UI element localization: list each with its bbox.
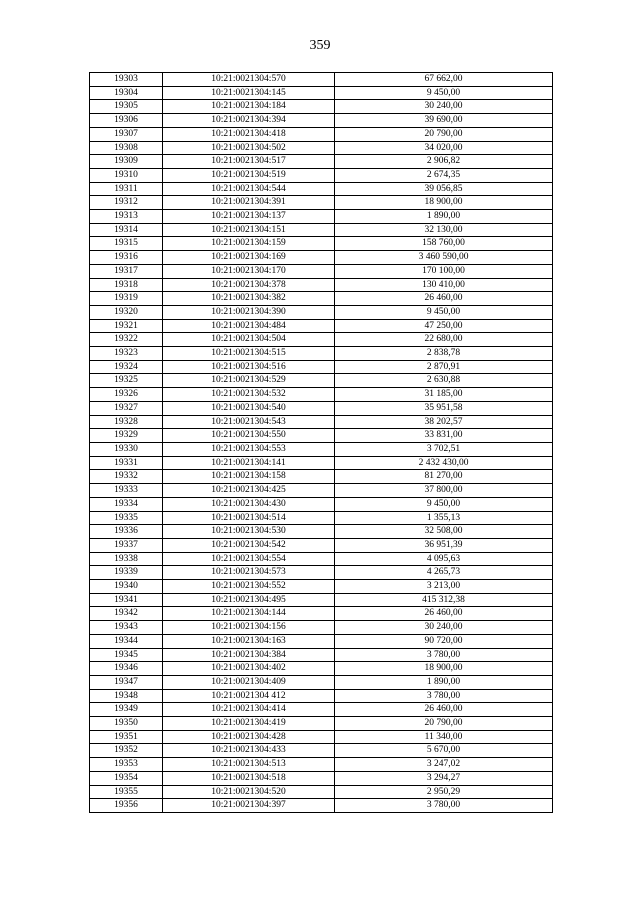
table-row (90, 168, 553, 182)
row-number-cell: 19309 (90, 155, 163, 169)
cadastral-number-cell: 10:21:0021304:530 (163, 525, 335, 539)
table-row (90, 538, 553, 552)
cadastral-value-cell: 2 838,78 (335, 347, 553, 361)
row-number-cell: 19330 (90, 442, 163, 456)
table-row (90, 799, 553, 813)
row-number-cell: 19339 (90, 566, 163, 580)
table-row (90, 730, 553, 744)
cadastral-value-cell: 11 340,00 (335, 730, 553, 744)
cadastral-value-cell: 26 460,00 (335, 292, 553, 306)
row-number-cell: 19308 (90, 141, 163, 155)
cadastral-value-cell: 1 890,00 (335, 675, 553, 689)
row-number-cell: 19349 (90, 703, 163, 717)
row-number-cell: 19313 (90, 210, 163, 224)
cadastral-value-cell: 81 270,00 (335, 470, 553, 484)
cadastral-number-cell: 10:21:0021304:419 (163, 717, 335, 731)
row-number-cell: 19354 (90, 771, 163, 785)
table-row (90, 580, 553, 594)
table-row (90, 251, 553, 265)
cadastral-value-cell: 20 790,00 (335, 717, 553, 731)
cadastral-value-cell: 9 450,00 (335, 305, 553, 319)
row-number-cell: 19311 (90, 182, 163, 196)
cadastral-value-cell: 3 213,00 (335, 580, 553, 594)
cadastral-number-cell: 10:21:0021304:504 (163, 333, 335, 347)
cadastral-number-cell: 10:21:0021304:418 (163, 127, 335, 141)
table-body (90, 73, 553, 813)
row-number-cell: 19315 (90, 237, 163, 251)
row-number-cell: 19347 (90, 675, 163, 689)
cadastral-value-cell: 26 460,00 (335, 703, 553, 717)
cadastral-number-cell: 10:21:0021304:425 (163, 484, 335, 498)
cadastral-number-cell: 10:21:0021304:144 (163, 607, 335, 621)
row-number-cell: 19316 (90, 251, 163, 265)
table-row (90, 415, 553, 429)
row-number-cell: 19337 (90, 538, 163, 552)
table-row (90, 758, 553, 772)
cadastral-number-cell: 10:21:0021304:137 (163, 210, 335, 224)
table-row (90, 662, 553, 676)
row-number-cell: 19350 (90, 717, 163, 731)
cadastral-number-cell: 10:21:0021304:141 (163, 456, 335, 470)
table-row (90, 648, 553, 662)
table-row (90, 634, 553, 648)
table-row (90, 305, 553, 319)
cadastral-number-cell: 10:21:0021304:495 (163, 593, 335, 607)
row-number-cell: 19307 (90, 127, 163, 141)
table-row (90, 593, 553, 607)
table-row (90, 182, 553, 196)
cadastral-number-cell: 10:21:0021304:390 (163, 305, 335, 319)
cadastral-value-cell: 3 460 590,00 (335, 251, 553, 265)
cadastral-value-cell: 5 670,00 (335, 744, 553, 758)
row-number-cell: 19340 (90, 580, 163, 594)
cadastral-number-cell: 10:21:0021304:156 (163, 621, 335, 635)
row-number-cell: 19348 (90, 689, 163, 703)
cadastral-number-cell: 10:21:0021304:573 (163, 566, 335, 580)
table-row (90, 155, 553, 169)
table-row (90, 771, 553, 785)
cadastral-number-cell: 10:21:0021304:543 (163, 415, 335, 429)
cadastral-value-cell: 38 202,57 (335, 415, 553, 429)
cadastral-value-cell: 18 900,00 (335, 662, 553, 676)
row-number-cell: 19332 (90, 470, 163, 484)
table-row (90, 470, 553, 484)
row-number-cell: 19334 (90, 497, 163, 511)
cadastral-value-cell: 2 870,91 (335, 360, 553, 374)
cadastral-number-cell: 10:21:0021304:513 (163, 758, 335, 772)
cadastral-number-cell: 10:21:0021304:519 (163, 168, 335, 182)
table-row (90, 429, 553, 443)
row-number-cell: 19338 (90, 552, 163, 566)
table-row (90, 333, 553, 347)
cadastral-value-cell: 1 890,00 (335, 210, 553, 224)
row-number-cell: 19326 (90, 388, 163, 402)
cadastral-number-cell: 10:21:0021304:145 (163, 86, 335, 100)
row-number-cell: 19352 (90, 744, 163, 758)
cadastral-number-cell: 10:21:0021304:170 (163, 264, 335, 278)
cadastral-value-cell: 2 950,29 (335, 785, 553, 799)
cadastral-number-cell: 10:21:0021304:163 (163, 634, 335, 648)
cadastral-number-cell: 10:21:0021304:514 (163, 511, 335, 525)
table-row (90, 525, 553, 539)
cadastral-number-cell: 10:21:0021304:520 (163, 785, 335, 799)
cadastral-value-cell: 37 800,00 (335, 484, 553, 498)
table-row (90, 552, 553, 566)
cadastral-number-cell: 10:21:0021304:159 (163, 237, 335, 251)
cadastral-number-cell: 10:21:0021304:552 (163, 580, 335, 594)
table-row (90, 374, 553, 388)
row-number-cell: 19317 (90, 264, 163, 278)
table-row (90, 401, 553, 415)
table-row (90, 127, 553, 141)
cadastral-number-cell: 10:21:0021304:378 (163, 278, 335, 292)
cadastral-value-cell: 4 265,73 (335, 566, 553, 580)
row-number-cell: 19322 (90, 333, 163, 347)
table-row (90, 292, 553, 306)
row-number-cell: 19331 (90, 456, 163, 470)
row-number-cell: 19346 (90, 662, 163, 676)
cadastral-number-cell: 10:21:0021304:553 (163, 442, 335, 456)
cadastral-number-cell: 10:21:0021304:382 (163, 292, 335, 306)
cadastral-number-cell: 10:21:0021304:414 (163, 703, 335, 717)
cadastral-value-cell: 3 780,00 (335, 799, 553, 813)
cadastral-value-cell: 4 095,63 (335, 552, 553, 566)
cadastral-value-cell: 39 056,85 (335, 182, 553, 196)
cadastral-value-cell: 3 780,00 (335, 648, 553, 662)
cadastral-value-cell: 3 702,51 (335, 442, 553, 456)
cadastral-value-cell: 1 355,13 (335, 511, 553, 525)
row-number-cell: 19344 (90, 634, 163, 648)
cadastral-number-cell: 10:21:0021304:391 (163, 196, 335, 210)
table-row (90, 744, 553, 758)
cadastral-value-cell: 30 240,00 (335, 100, 553, 114)
cadastral-number-cell: 10:21:0021304:151 (163, 223, 335, 237)
row-number-cell: 19320 (90, 305, 163, 319)
table-row (90, 785, 553, 799)
table-row (90, 442, 553, 456)
cadastral-value-cell: 32 508,00 (335, 525, 553, 539)
table-row (90, 210, 553, 224)
row-number-cell: 19342 (90, 607, 163, 621)
cadastral-value-cell: 130 410,00 (335, 278, 553, 292)
cadastral-number-cell: 10:21:0021304 412 (163, 689, 335, 703)
cadastral-value-cell: 30 240,00 (335, 621, 553, 635)
row-number-cell: 19327 (90, 401, 163, 415)
cadastral-number-cell: 10:21:0021304:544 (163, 182, 335, 196)
row-number-cell: 19305 (90, 100, 163, 114)
cadastral-number-cell: 10:21:0021304:570 (163, 73, 335, 87)
row-number-cell: 19324 (90, 360, 163, 374)
table-row (90, 511, 553, 525)
table-row (90, 484, 553, 498)
cadastral-number-cell: 10:21:0021304:169 (163, 251, 335, 265)
cadastral-number-cell: 10:21:0021304:394 (163, 114, 335, 128)
row-number-cell: 19355 (90, 785, 163, 799)
cadastral-number-cell: 10:21:0021304:428 (163, 730, 335, 744)
cadastral-value-cell: 20 790,00 (335, 127, 553, 141)
page-number: 359 (309, 38, 331, 53)
cadastral-value-cell: 35 951,58 (335, 401, 553, 415)
table-row (90, 86, 553, 100)
cadastral-number-cell: 10:21:0021304:384 (163, 648, 335, 662)
cadastral-number-cell: 10:21:0021304:433 (163, 744, 335, 758)
table-row (90, 607, 553, 621)
cadastral-number-cell: 10:21:0021304:542 (163, 538, 335, 552)
cadastral-number-cell: 10:21:0021304:502 (163, 141, 335, 155)
table-row (90, 196, 553, 210)
table-row (90, 319, 553, 333)
row-number-cell: 19303 (90, 73, 163, 87)
table-row (90, 566, 553, 580)
cadastral-value-cell: 34 020,00 (335, 141, 553, 155)
cadastral-value-cell: 18 900,00 (335, 196, 553, 210)
table-row (90, 675, 553, 689)
cadastral-value-cell: 32 130,00 (335, 223, 553, 237)
cadastral-number-cell: 10:21:0021304:484 (163, 319, 335, 333)
cadastral-value-cell: 39 690,00 (335, 114, 553, 128)
table-row (90, 456, 553, 470)
table-row (90, 73, 553, 87)
table-row (90, 689, 553, 703)
cadastral-value-cell: 3 247,02 (335, 758, 553, 772)
cadastral-number-cell: 10:21:0021304:184 (163, 100, 335, 114)
cadastral-number-cell: 10:21:0021304:550 (163, 429, 335, 443)
row-number-cell: 19345 (90, 648, 163, 662)
table-row (90, 717, 553, 731)
table-row (90, 621, 553, 635)
row-number-cell: 19319 (90, 292, 163, 306)
cadastral-value-cell: 170 100,00 (335, 264, 553, 278)
cadastral-value-cell: 158 760,00 (335, 237, 553, 251)
row-number-cell: 19351 (90, 730, 163, 744)
table-row (90, 264, 553, 278)
row-number-cell: 19335 (90, 511, 163, 525)
table-row (90, 278, 553, 292)
row-number-cell: 19336 (90, 525, 163, 539)
row-number-cell: 19328 (90, 415, 163, 429)
row-number-cell: 19312 (90, 196, 163, 210)
cadastral-value-cell: 67 662,00 (335, 73, 553, 87)
cadastral-value-cell: 3 780,00 (335, 689, 553, 703)
table-row (90, 223, 553, 237)
cadastral-value-table (89, 72, 553, 813)
row-number-cell: 19321 (90, 319, 163, 333)
table-row (90, 347, 553, 361)
row-number-cell: 19318 (90, 278, 163, 292)
cadastral-number-cell: 10:21:0021304:515 (163, 347, 335, 361)
cadastral-number-cell: 10:21:0021304:529 (163, 374, 335, 388)
cadastral-value-cell: 3 294,27 (335, 771, 553, 785)
cadastral-value-cell: 22 680,00 (335, 333, 553, 347)
cadastral-value-cell: 33 831,00 (335, 429, 553, 443)
table-row (90, 360, 553, 374)
row-number-cell: 19304 (90, 86, 163, 100)
cadastral-number-cell: 10:21:0021304:518 (163, 771, 335, 785)
row-number-cell: 19343 (90, 621, 163, 635)
cadastral-value-cell: 2 630,88 (335, 374, 553, 388)
table-row (90, 141, 553, 155)
table-row (90, 100, 553, 114)
table-row (90, 497, 553, 511)
cadastral-value-cell: 90 720,00 (335, 634, 553, 648)
cadastral-value-cell: 9 450,00 (335, 497, 553, 511)
cadastral-value-cell: 47 250,00 (335, 319, 553, 333)
row-number-cell: 19341 (90, 593, 163, 607)
cadastral-value-cell: 31 185,00 (335, 388, 553, 402)
cadastral-number-cell: 10:21:0021304:397 (163, 799, 335, 813)
cadastral-number-cell: 10:21:0021304:158 (163, 470, 335, 484)
cadastral-value-cell: 2 906,82 (335, 155, 553, 169)
row-number-cell: 19323 (90, 347, 163, 361)
cadastral-value-cell: 9 450,00 (335, 86, 553, 100)
row-number-cell: 19306 (90, 114, 163, 128)
cadastral-number-cell: 10:21:0021304:554 (163, 552, 335, 566)
cadastral-value-cell: 2 432 430,00 (335, 456, 553, 470)
table-row (90, 388, 553, 402)
row-number-cell: 19310 (90, 168, 163, 182)
cadastral-number-cell: 10:21:0021304:516 (163, 360, 335, 374)
table-row (90, 237, 553, 251)
row-number-cell: 19333 (90, 484, 163, 498)
cadastral-number-cell: 10:21:0021304:409 (163, 675, 335, 689)
table-row (90, 703, 553, 717)
cadastral-number-cell: 10:21:0021304:402 (163, 662, 335, 676)
cadastral-number-cell: 10:21:0021304:540 (163, 401, 335, 415)
cadastral-number-cell: 10:21:0021304:517 (163, 155, 335, 169)
table-row (90, 114, 553, 128)
row-number-cell: 19356 (90, 799, 163, 813)
cadastral-value-cell: 26 460,00 (335, 607, 553, 621)
row-number-cell: 19329 (90, 429, 163, 443)
cadastral-number-cell: 10:21:0021304:430 (163, 497, 335, 511)
row-number-cell: 19353 (90, 758, 163, 772)
cadastral-value-cell: 36 951,39 (335, 538, 553, 552)
row-number-cell: 19325 (90, 374, 163, 388)
row-number-cell: 19314 (90, 223, 163, 237)
cadastral-value-cell: 2 674,35 (335, 168, 553, 182)
cadastral-number-cell: 10:21:0021304:532 (163, 388, 335, 402)
cadastral-value-cell: 415 312,38 (335, 593, 553, 607)
